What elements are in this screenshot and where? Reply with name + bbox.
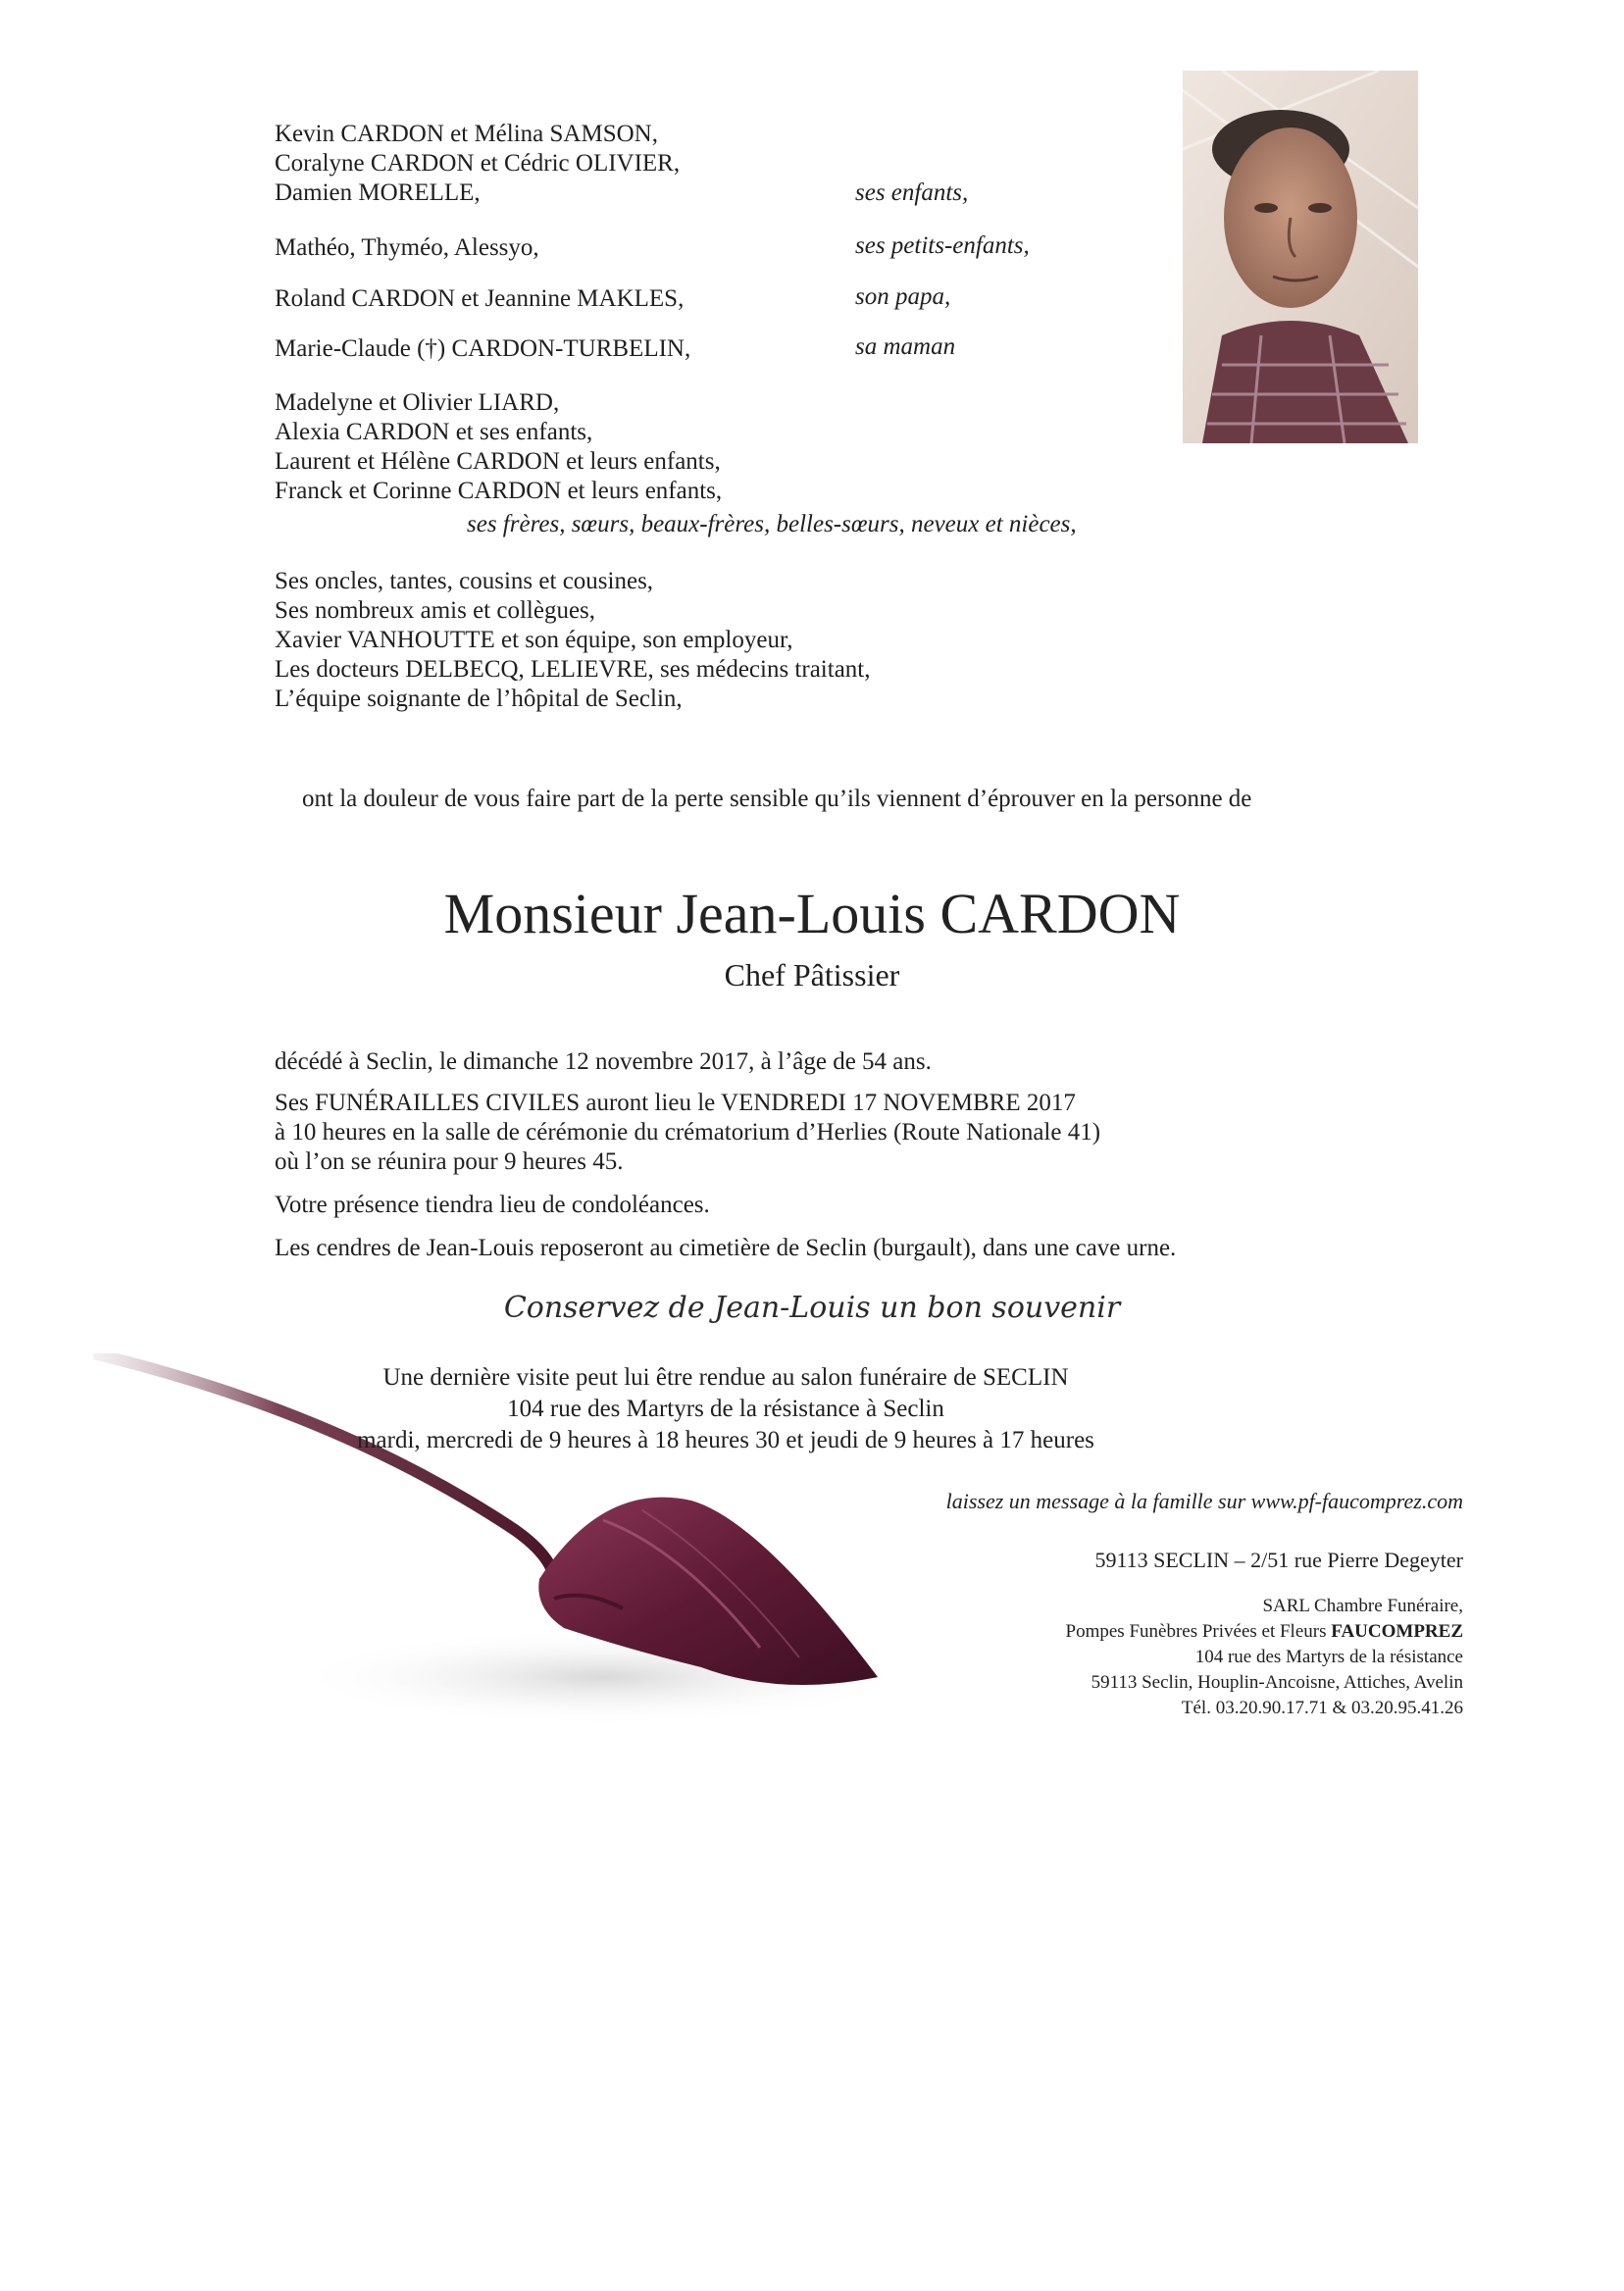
company-line-2: [1066, 1620, 1463, 1644]
sibling-line-4: Franck et Corinne CARDON et leurs enfants,: [275, 478, 723, 504]
grandchildren-names: Mathéo, Thyméo, Alessyo,: [275, 234, 539, 261]
sibling-line-1: Madelyne et Olivier LIARD,: [275, 389, 560, 416]
message-link-text: laissez un message à la famille sur www.pf-faucomprez.com: [945, 1489, 1463, 1513]
company-services: Pompes Funèbres Privées et Fleurs: [1065, 1621, 1327, 1642]
address-line: 59113 SECLIN – 2/51 rue Pierre Degeyter: [1094, 1548, 1463, 1572]
others-line-2: Ses nombreux amis et collègues,: [275, 597, 596, 624]
company-phone: Tél. 03.20.90.17.71 & 03.20.95.41.26: [1181, 1698, 1463, 1718]
deceased-name: Monsieur Jean-Louis CARDON: [443, 882, 1181, 945]
company-line-4: 59113 Seclin, Houplin-Ancoisne, Attiches, Avelin: [1091, 1672, 1463, 1693]
announcement: ont la douleur de vous faire part de la perte sensible qu’ils viennent d’éprouver en la personne de: [302, 786, 1252, 812]
child-line-1: Kevin CARDON et Mélina SAMSON,: [275, 121, 658, 147]
visit-line-2: 104 rue des Martyrs de la résistance à Seclin: [507, 1396, 944, 1422]
visit-line-1: Une dernière visite peut lui être rendue au salon funéraire de SECLIN: [382, 1364, 1069, 1391]
grandchildren-role: ses petits-enfants,: [855, 232, 1030, 259]
sibling-line-3: Laurent et Hélène CARDON et leurs enfants,: [275, 448, 721, 475]
siblings-role: ses frères, sœurs, beaux-frères, belles-sœurs, neveux et nièces,: [467, 511, 1077, 537]
death-info: décédé à Seclin, le dimanche 12 novembre 2017, à l’âge de 54 ans.: [275, 1048, 932, 1075]
mother-role: sa maman: [855, 333, 956, 360]
company-line-3: 104 rue des Martyrs de la résistance: [1194, 1647, 1463, 1667]
children-role: ses enfants,: [855, 179, 969, 206]
company-brand: FAUCOMPREZ: [1331, 1621, 1463, 1642]
deceased-profession: Chef Pâtissier: [724, 957, 900, 993]
funeral-line-3: où l’on se réunira pour 9 heures 45.: [275, 1148, 624, 1175]
others-line-1: Ses oncles, tantes, cousins et cousines,: [275, 568, 654, 594]
condolences: Votre présence tiendra lieu de condoléances.: [275, 1192, 710, 1218]
visit-line-3: mardi, mercredi de 9 heures à 18 heures 30 et jeudi de 9 heures à 17 heures: [357, 1427, 1094, 1453]
mother-names: Marie-Claude (†) CARDON-TURBELIN,: [275, 335, 691, 362]
father-names: Roland CARDON et Jeannine MAKLES,: [275, 285, 685, 312]
others-line-5: L’équipe soignante de l’hôpital de Seclin,: [275, 686, 683, 712]
remembrance-phrase: Conservez de Jean-Louis un bon souvenir: [503, 1291, 1121, 1325]
father-role: son papa,: [855, 283, 951, 310]
child-line-2: Coralyne CARDON et Cédric OLIVIER,: [275, 150, 681, 177]
sibling-line-2: Alexia CARDON et ses enfants,: [275, 419, 593, 445]
others-line-3: Xavier VANHOUTTE et son équipe, son employeur,: [275, 627, 793, 653]
company-line-1: SARL Chambre Funéraire,: [1262, 1596, 1463, 1616]
funeral-line-2: à 10 heures en la salle de cérémonie du crématorium d’Herlies (Route Nationale 41): [275, 1119, 1101, 1146]
child-line-3: Damien MORELLE,: [275, 179, 481, 206]
portrait-photo: [1183, 71, 1418, 443]
ashes-info: Les cendres de Jean-Louis reposeront au cimetière de Seclin (burgault), dans une cave urne.: [275, 1235, 1177, 1261]
funeral-line-1: Ses FUNÉRAILLES CIVILES auront lieu le VENDREDI 17 NOVEMBRE 2017: [275, 1090, 1076, 1116]
others-line-4: Les docteurs DELBECQ, LELIEVRE, ses médecins traitant,: [275, 656, 871, 683]
